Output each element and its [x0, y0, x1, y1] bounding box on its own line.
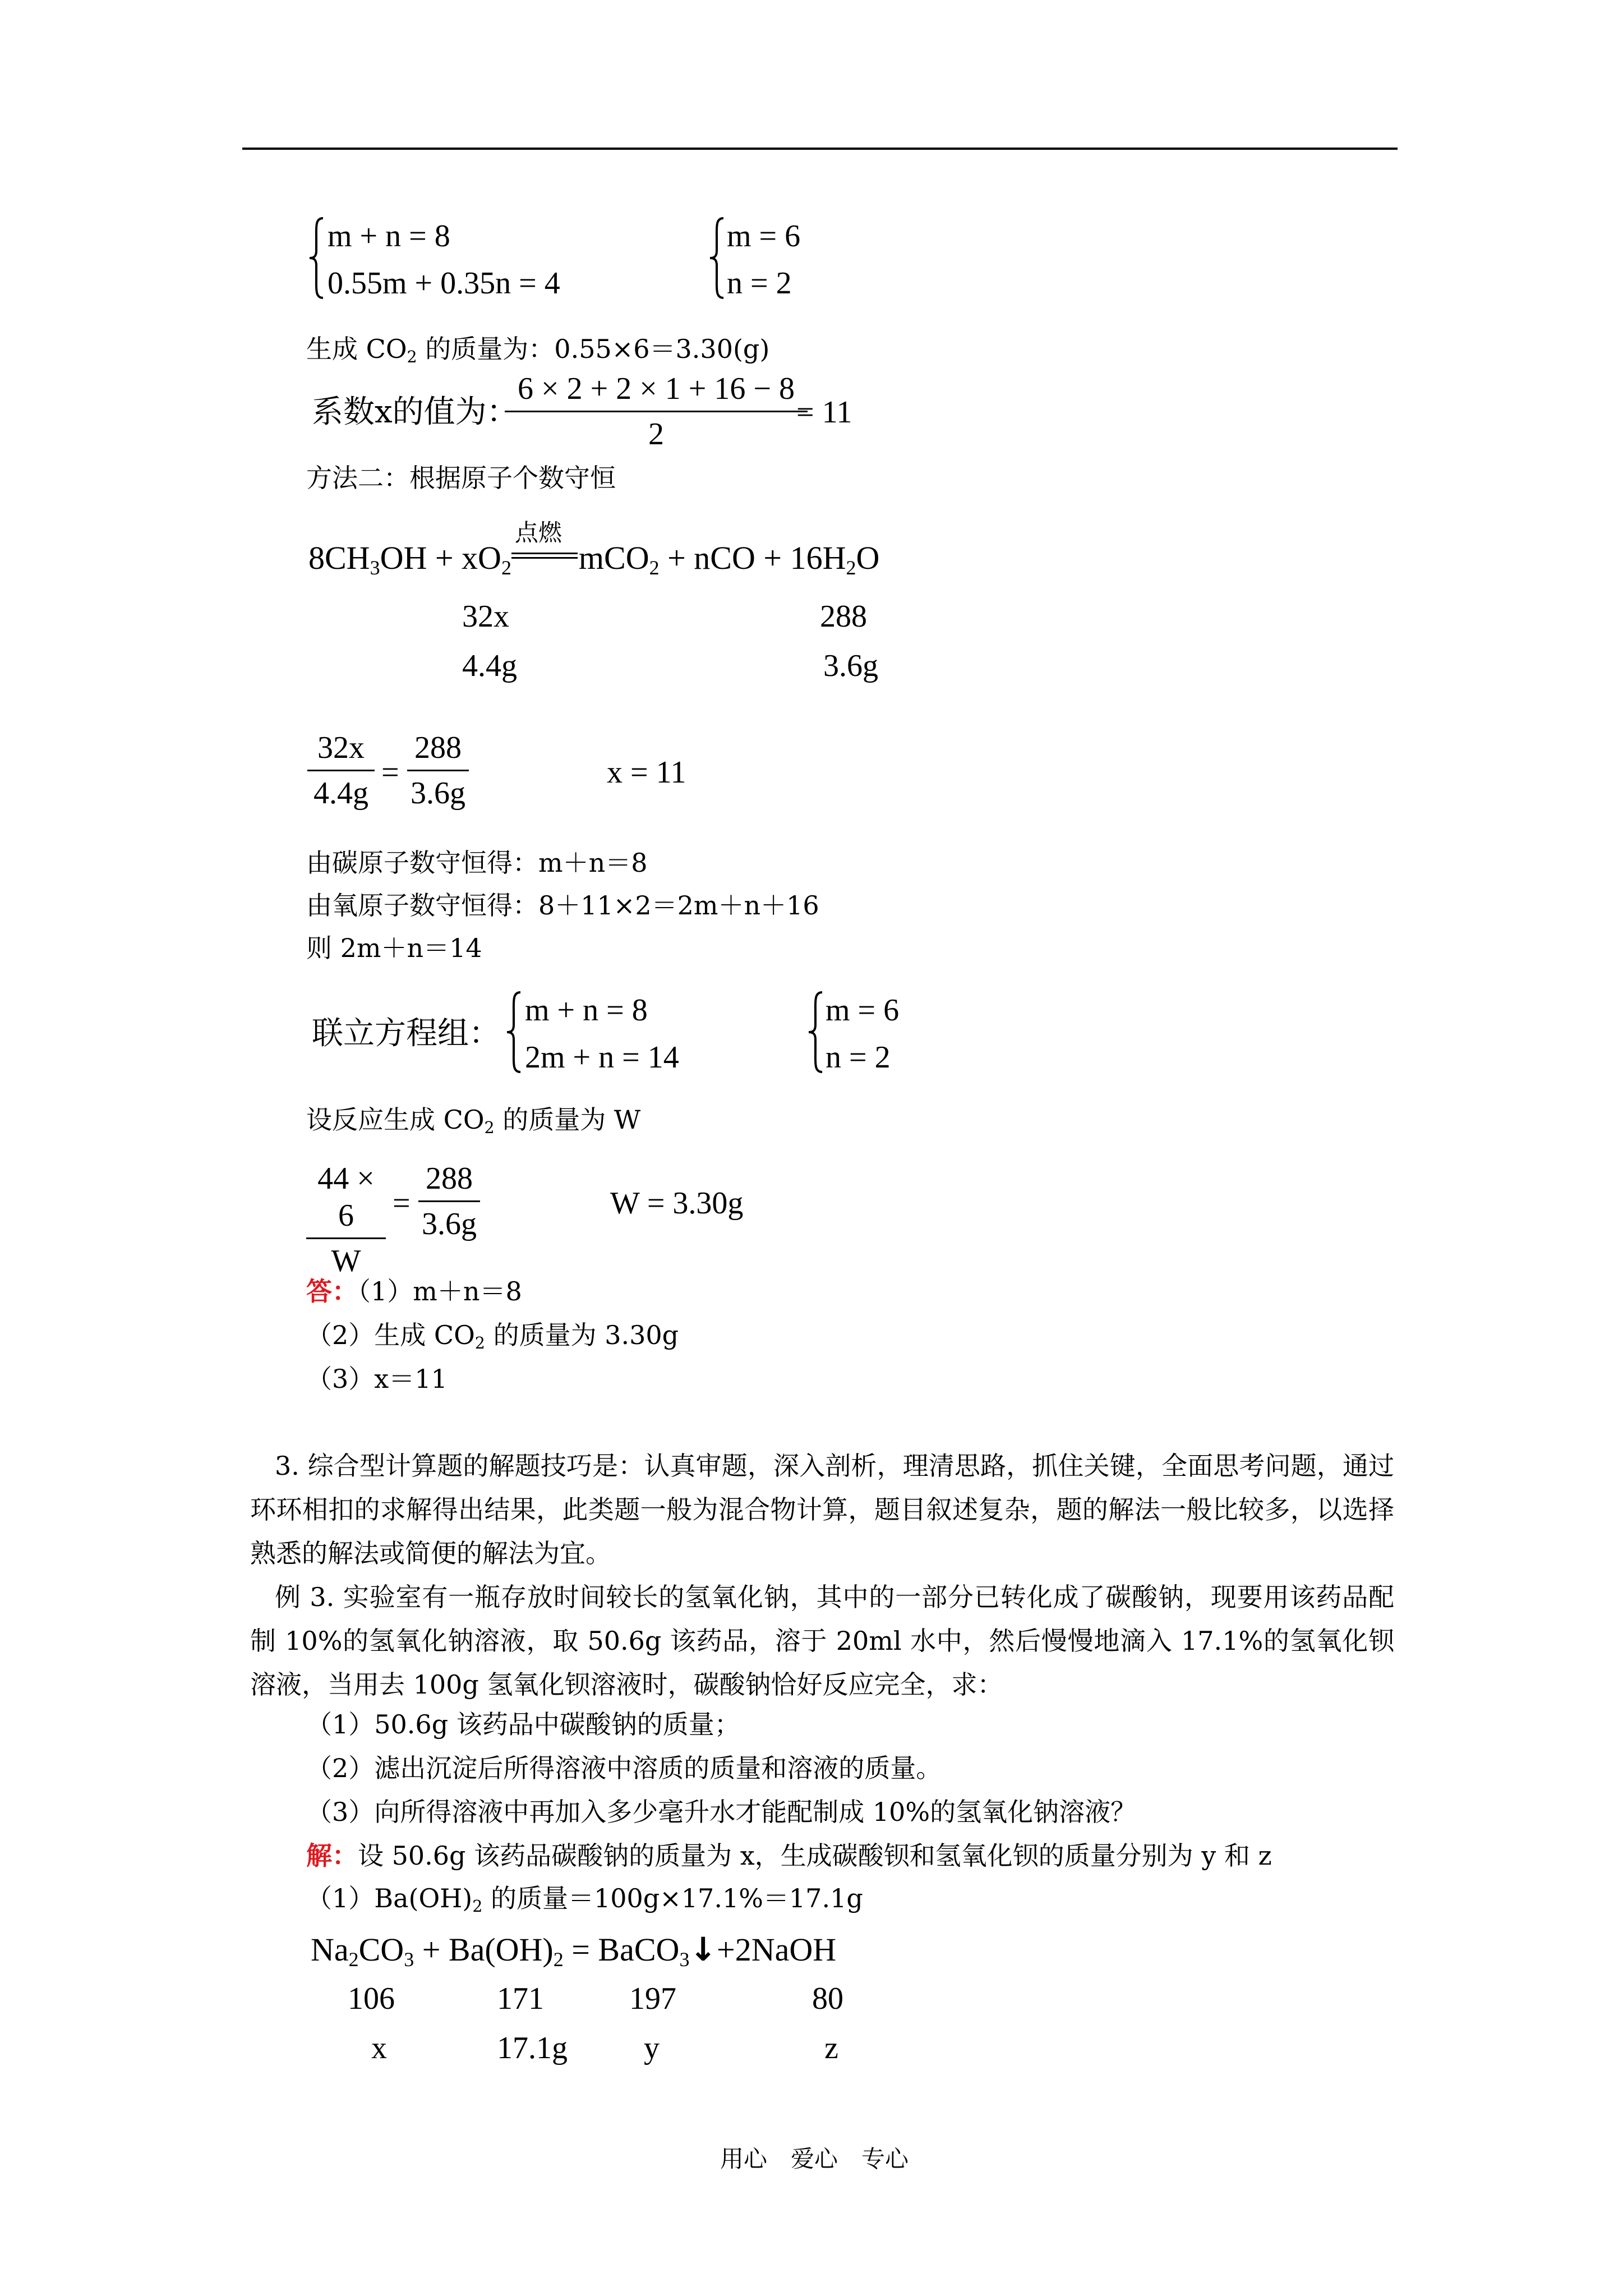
- coef-fraction-bar: [505, 411, 808, 412]
- w-left-bar: [306, 1237, 386, 1239]
- system-label: 联立方程组：: [312, 1015, 500, 1052]
- mass-row-2-left: 4.4g: [462, 648, 517, 683]
- co2-mass-prefix: 生成 CO: [306, 334, 407, 364]
- ratio-equals: =: [381, 755, 399, 790]
- w-left-denominator: W: [331, 1244, 361, 1278]
- left-brace-system-2: [505, 990, 523, 1074]
- var-row-cell: z: [824, 2031, 838, 2065]
- left-brace-solution-2: [806, 990, 824, 1074]
- mass-row-cell: 197: [629, 1981, 676, 2016]
- solution-1-line-1: m = 6: [727, 219, 801, 254]
- w-right-denominator: 3.6g: [422, 1207, 477, 1241]
- system-2-line-1: m + n = 8: [525, 993, 648, 1028]
- w-result: W = 3.30g: [610, 1186, 744, 1221]
- solution-label: 解：: [306, 1841, 358, 1871]
- eq-condition: 点燃: [514, 518, 562, 546]
- system-2-line-2: 2m + n = 14: [525, 1040, 679, 1075]
- step-1-suffix: 的质量＝100g×17.1%＝17.1g: [482, 1883, 863, 1913]
- header-rule: [242, 148, 1398, 150]
- question-2: （2）滤出沉淀后所得溶液中溶质的质量和溶液的质量。: [306, 1753, 942, 1783]
- precipitate-arrow-icon: ↓: [689, 1930, 717, 1968]
- oxygen-conservation: 由氧原子数守恒得：8＋11×2＝2m＋n＋16: [306, 890, 819, 921]
- var-row-cell: y: [644, 2031, 660, 2065]
- w-right-numerator: 288: [426, 1161, 473, 1196]
- mass-row-2-right: 3.6g: [823, 648, 878, 683]
- ratio-left-denominator: 4.4g: [313, 776, 368, 811]
- mass-row-cell: 80: [812, 1981, 843, 2016]
- answer-1: （1）m＋n＝8: [358, 1276, 522, 1306]
- step-1-line: $(1)Ba(OH)_2$ 的质量＝100g×17.1%＝17.1g: [306, 1883, 863, 1916]
- eq-left: 8CH: [308, 540, 370, 576]
- coef-result: = 11: [796, 395, 852, 430]
- solution-line: [306, 1839, 1272, 1872]
- var-row-cell: x: [371, 2031, 387, 2065]
- solution-1-line-2: n = 2: [727, 266, 792, 301]
- coef-denominator: 2: [648, 417, 664, 452]
- step-1-prefix: （1）Ba(OH): [306, 1883, 473, 1913]
- ratio-result: x = 11: [607, 755, 686, 790]
- eq-right: mCO: [578, 540, 649, 576]
- carbon-conservation: 由碳原子数守恒得：m＋n＝8: [306, 848, 648, 878]
- answer-2-prefix: （2）生成 CO: [306, 1320, 475, 1350]
- left-brace-solution-1: [708, 216, 726, 300]
- answer-line-3: （3）x＝11: [306, 1364, 448, 1394]
- page-footer: 用心 爱心 专心: [720, 2145, 909, 2173]
- reaction-equation-3: $Na_2CO_3 + Ba(OH)_2$ = BaCO$_3$↓+2NaOH: [311, 1930, 837, 1971]
- mass-row-1-left: 32x: [462, 599, 509, 634]
- w-right-fraction: [418, 1160, 480, 1243]
- ratio-right-fraction: [407, 729, 469, 812]
- co2-mass-suffix: 的质量为：0.55×6＝3.30(g): [417, 334, 770, 364]
- co2-mass-line: 生成 $CO_2$ 的质量为：0.55×6＝3.30(g): [306, 334, 770, 366]
- eq-left-2: OH + xO: [380, 540, 501, 576]
- let-w-prefix: 设反应生成 CO: [306, 1105, 485, 1135]
- combustion-equation: $8CH_3OH + xO_2$ 点燃 mCO$_2$ + nCO + $16H_2O$: [308, 539, 879, 578]
- example-3-paragraph: 例 3. 实验室有一瓶存放时间较长的氢氧化钠，其中的一部分已转化成了碳酸钠，现要用该药品配制 10%的氢氧化钠溶液，取 50.6g 该药品，溶于 20ml 水中，然后慢慢地滴入 17.1%的氢氧化钡溶液，当用去 100g 氢氧化钡溶液时，碳酸钠恰好反应完全，求：: [250, 1582, 1394, 1700]
- w-right-bar: [418, 1200, 480, 1202]
- ratio-left-numerator: 32x: [317, 730, 365, 765]
- ratio-left-fraction: [307, 729, 375, 812]
- ratio-left-bar: [307, 770, 375, 771]
- then-line: 则 2m＋n＝14: [306, 933, 482, 963]
- section-3-paragraph: 3. 综合型计算题的解题技巧是：认真审题，深入剖析，理清思路，抓住关键，全面思考问题，通过环环相扣的求解得出结果，此类题一般为混合物计算，题目叙述复杂，题的解法一般比较多，以选择熟悉的解法或简便的解法为宜。: [250, 1451, 1394, 1568]
- let-w-line: 设反应生成 $CO_2$ 的质量为 W: [306, 1105, 641, 1137]
- method-2-title: 方法二：根据原子个数守恒: [306, 463, 616, 493]
- eq-right-2: + nCO + 16H: [659, 540, 846, 576]
- coef-label: 系数x的值为：: [312, 394, 518, 430]
- answer-line-1: [306, 1274, 522, 1308]
- let-w-suffix: 的质量为 W: [494, 1105, 641, 1135]
- system-1-line-1: m + n = 8: [328, 219, 450, 254]
- var-row-cell: 17.1g: [497, 2031, 568, 2065]
- ratio-right-denominator: 3.6g: [411, 776, 465, 811]
- ratio-right-numerator: 288: [414, 730, 462, 765]
- eq-condition-arrow: [511, 518, 579, 573]
- mass-row-1-right: 288: [820, 599, 867, 634]
- solution-2-line-1: m = 6: [826, 993, 900, 1028]
- w-left-fraction: [306, 1160, 386, 1280]
- coef-fraction: [505, 370, 808, 453]
- eq-right-3: O: [856, 540, 880, 576]
- mass-row-cell: 106: [348, 1981, 395, 2016]
- left-brace-system-1: [307, 216, 325, 300]
- question-1: （1）50.6g 该药品中碳酸钠的质量；: [306, 1709, 740, 1740]
- solution-2-line-2: n = 2: [826, 1040, 891, 1075]
- system-1-line-2: 0.55m + 0.35n = 4: [328, 266, 560, 301]
- ratio-right-bar: [407, 770, 469, 771]
- question-3: （3）向所得溶液中再加入多少毫升水才能配制成 10%的氢氧化钠溶液？: [306, 1797, 1137, 1827]
- solution-text: 设 50.6g 该药品碳酸钠的质量为 x，生成碳酸钡和氢氧化钡的质量分别为 y 和 z: [358, 1841, 1272, 1871]
- w-equals: =: [393, 1186, 411, 1221]
- w-left-numerator: 44 × 6: [317, 1161, 375, 1233]
- answer-line-2: （2）生成 $CO_2$ 的质量为 3.30g: [306, 1320, 679, 1352]
- answer-label: 答：: [306, 1276, 358, 1306]
- coef-numerator: 6 × 2 + 2 × 1 + 16 − 8: [518, 371, 795, 406]
- answer-2-suffix: 的质量为 3.30g: [485, 1320, 679, 1350]
- mass-row-cell: 171: [497, 1981, 544, 2016]
